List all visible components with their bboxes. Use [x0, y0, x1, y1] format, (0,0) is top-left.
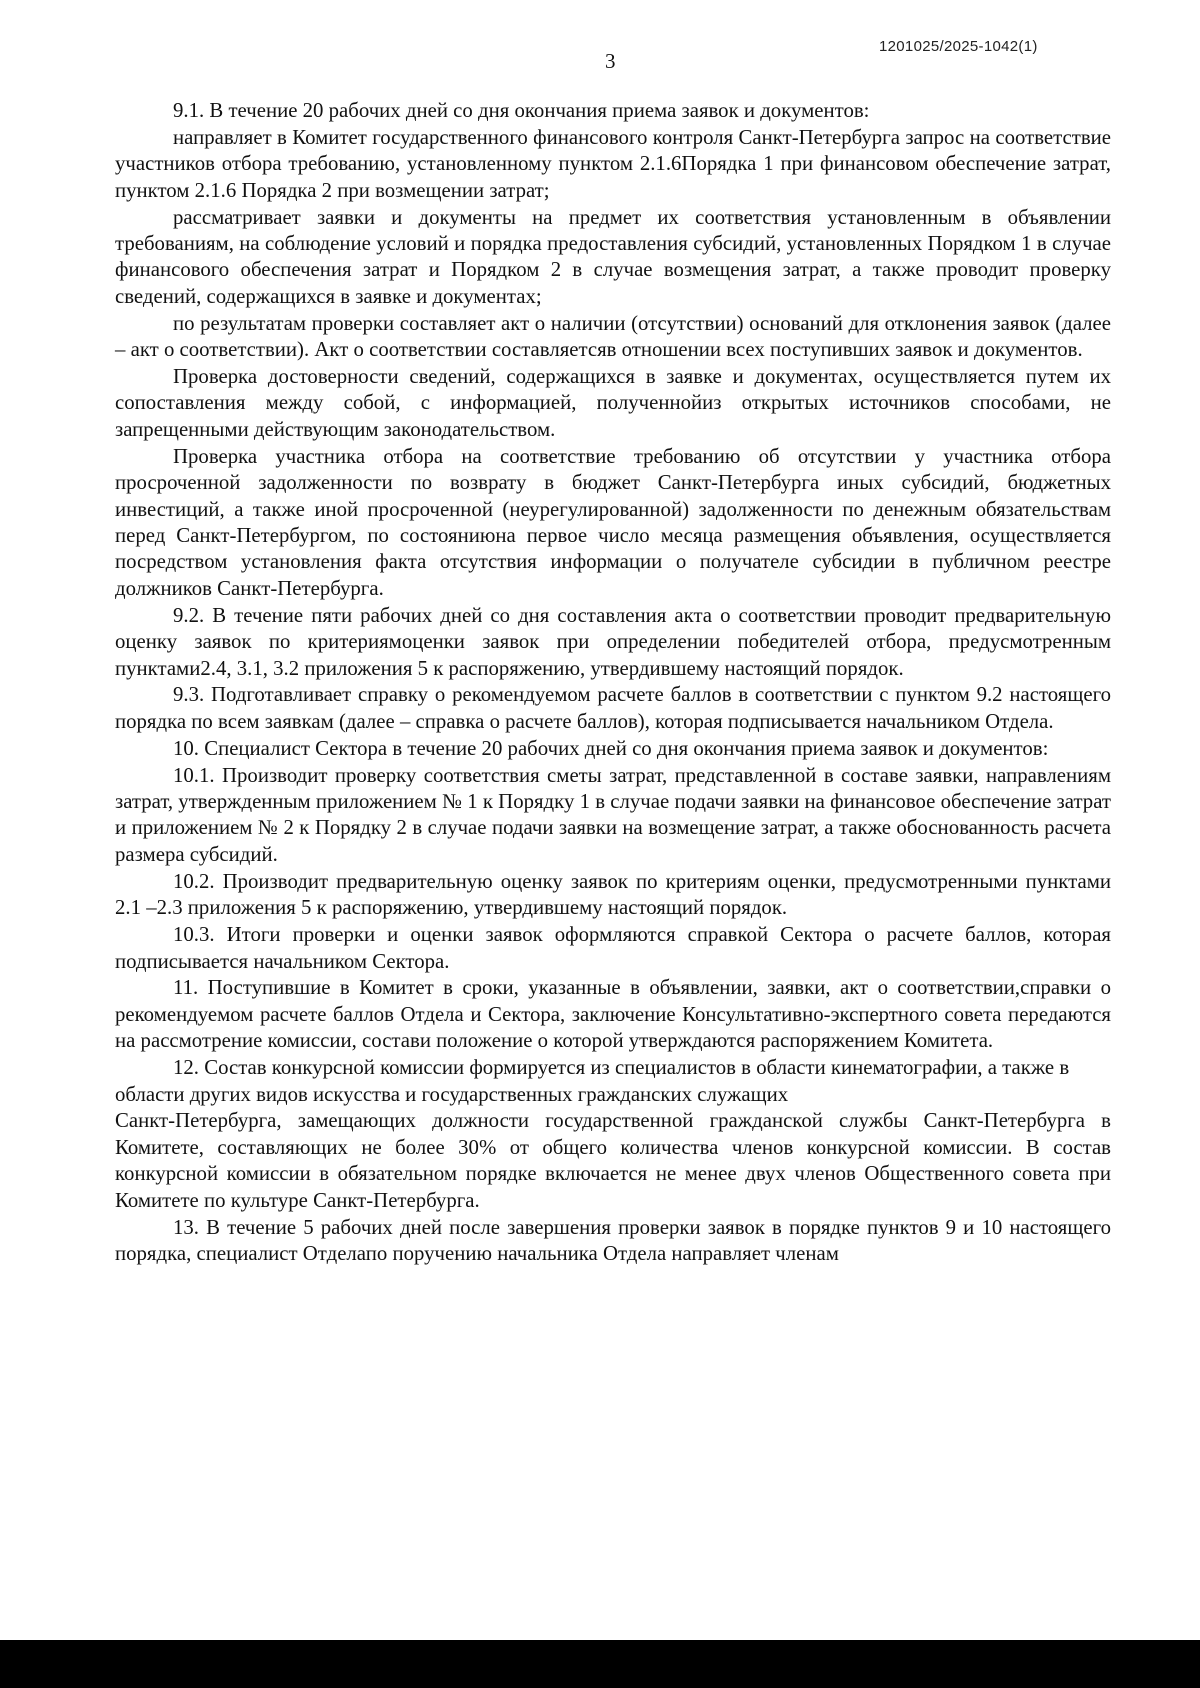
- paragraph-debt-check: Проверка участника отбора на соответствие требованию об отсутствии у участника отбора просроченной задолженности по возврату в бюджет Санкт-Петербурга иных субсидий, бюджетных инвестиций, а также иной просроченной (неурегулированной) задолженности по денежным обязательствам перед Санкт-Петербургом, по состояниюна первое число месяца размещения объявления, осуществляется посредством установления факта отсутствия информации о получателе субсидии в публичном реестре должников Санкт-Петербурга.: [115, 444, 1111, 600]
- paragraph-reliability-check: Проверка достоверности сведений, содержащихся в заявке и документах, осуществляется путем их сопоставления между собой, с информацией, полученнойиз открытых источников способами, не запрещенными действующим законодательством.: [115, 365, 1111, 441]
- paragraph-9-3: 9.3. Подготавливает справку о рекомендуемом расчете баллов в соответствии с пунктом 9.2 настоящего порядка по всем заявкам (далее – справка о расчете баллов), которая подписывается начальником Отдела.: [115, 683, 1111, 733]
- paragraph-10: 10. Специалист Сектора в течение 20 рабочих дней со дня окончания приема заявок и документов:: [173, 736, 1049, 760]
- document-registration-number: 1201025/2025-1042(1): [879, 38, 1038, 55]
- paragraph-9-1: 9.1. В течение 20 рабочих дней со дня окончания приема заявок и документов:: [173, 99, 870, 122]
- paragraph-10-1: 10.1. Производит проверку соответствия сметы затрат, представленной в составе заявки, направлениям затрат, утвержденным приложением № 1 к Порядку 1 в случае подачи заявки на финансовое обеспечение затрат и приложением № 2 к Порядку 2 в случае подачи заявки на возмещение затрат, а также обоснованность расчета размера субсидий.: [115, 763, 1111, 866]
- paragraph-10-3: 10.3. Итоги проверки и оценки заявок оформляются справкой Сектора о расчете баллов, которая подписывается начальником Сектора.: [115, 923, 1111, 973]
- paragraph-9-2: 9.2. В течение пяти рабочих дней со дня составления акта о соответствии проводит предварительную оценку заявок по критериямоценки заявок при определении победителей отбора, предусмотренным пунктами2.4, 3.1, 3.2 приложения 5 к распоряжению, утвердившему настоящий порядок.: [115, 603, 1111, 680]
- paragraph-13: 13. В течение 5 рабочих дней после завершения проверки заявок в порядке пунктов 9 и 10 настоящего порядка, специалист Отделапо поручению начальника Отдела направляет членам: [115, 1215, 1111, 1265]
- page-number: 3: [605, 49, 616, 73]
- paragraph-9-1-review: рассматривает заявки и документы на предмет их соответствия установленным в объявлении требованиям, на соблюдение условий и порядка предоставления субсидий, установленных Порядком 1 в случае финансового обеспечения затрат и Порядком 2 в случае возмещения затрат, а также проводит проверку сведений, содержащихся в заявке и документах;: [115, 205, 1111, 308]
- paragraph-9-1-act: по результатам проверки составляет акт о наличии (отсутствии) оснований для отклонения заявок (далее – акт о соответствии). Акт о соответствии составляетсяв отношении всех поступивших заявок и документов.: [115, 311, 1111, 362]
- paragraph-12-continued: Санкт-Петербурга, замещающих должности государственной гражданской службы Санкт-Петербурга в Комитете, составляющих не более 30% от общего количества членов конкурсной комиссии. В состав конкурсной комиссии в обязательном порядке включается не менее двух членов Общественного совета при Комитете по культуре Санкт-Петербурга.: [115, 1109, 1111, 1212]
- paragraph-12: 12. Состав конкурсной комиссии формируется из специалистов в области кинематографии, а также в области других видов искусства и государственных гражданских служащих: [115, 1056, 1070, 1106]
- paragraph-10-2: 10.2. Производит предварительную оценку заявок по критериям оценки, предусмотренными пунктами 2.1 –2.3 приложения 5 к распоряжению, утвердившему настоящий порядок.: [115, 869, 1111, 920]
- paragraph-11: 11. Поступившие в Комитет в сроки, указанные в объявлении, заявки, акт о соответствии,справки о рекомендуемом расчете баллов Отдела и Сектора, заключение Консультативно-экспертного совета передаются на рассмотрение комиссии, состави положение о которой утверждаются распоряжением Комитета.: [115, 976, 1111, 1053]
- document-body: [115, 98, 1111, 1268]
- paragraph-9-1-request: направляет в Комитет государственного финансового контроля Санкт-Петербурга запрос на соответствие участников отбора требованию, установленному пунктом 2.1.6Порядка 1 при финансовом обеспечение затрат, пунктом 2.1.6 Порядка 2 при возмещении затрат;: [115, 125, 1111, 202]
- scan-bottom-edge: [0, 1640, 1200, 1688]
